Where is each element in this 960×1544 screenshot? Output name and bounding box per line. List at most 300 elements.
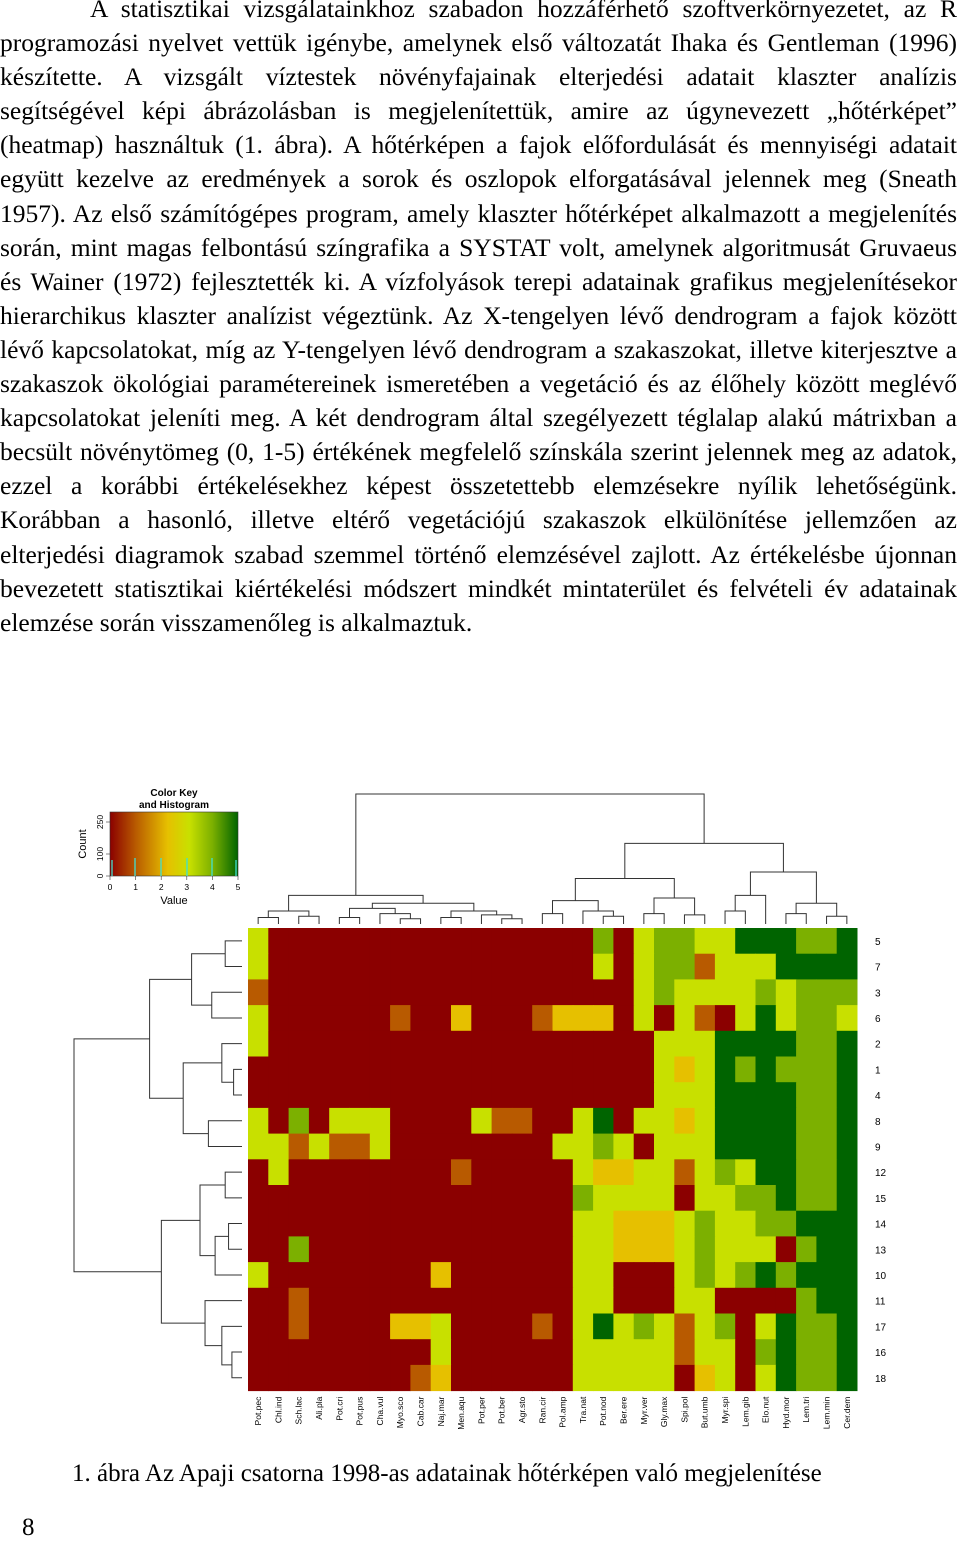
- heatmap-cell: [329, 1031, 350, 1057]
- heatmap-cell: [350, 1159, 371, 1185]
- heatmap-cell: [837, 1236, 858, 1262]
- dendrogram-branch: [74, 1039, 161, 1272]
- row-label: 17: [875, 1322, 887, 1334]
- heatmap-cell: [776, 1005, 797, 1031]
- heatmap-cell: [492, 1159, 513, 1185]
- heatmap-cell: [715, 1262, 736, 1288]
- heatmap-cell: [796, 1057, 817, 1083]
- heatmap-cell: [492, 1031, 513, 1057]
- heatmap-cell: [796, 1159, 817, 1185]
- heatmap-cell: [573, 1211, 594, 1237]
- heatmap-cell: [674, 928, 695, 954]
- heatmap-cell: [796, 1082, 817, 1108]
- heatmap-cell: [431, 979, 452, 1005]
- row-label: 4: [875, 1091, 881, 1103]
- heatmap-cell: [634, 1005, 655, 1031]
- row-label: 9: [875, 1142, 881, 1154]
- color-key-xlabel: Value: [160, 895, 188, 907]
- heatmap-cell: [634, 1185, 655, 1211]
- heatmap-cell: [248, 1031, 269, 1057]
- heatmap-cell: [613, 1057, 634, 1083]
- heatmap-cell: [370, 1236, 391, 1262]
- heatmap-cell: [695, 1159, 716, 1185]
- heatmap-cell: [816, 1211, 837, 1237]
- heatmap-cell: [289, 1211, 310, 1237]
- heatmap-cell: [634, 1082, 655, 1108]
- heatmap-cell: [674, 1262, 695, 1288]
- heatmap-cells: [248, 928, 858, 1391]
- heatmap-cell: [532, 1262, 553, 1288]
- heatmap-cell: [512, 1005, 533, 1031]
- heatmap-cell: [654, 1288, 675, 1314]
- heatmap-cell: [553, 1236, 574, 1262]
- heatmap-cell: [410, 1134, 431, 1160]
- heatmap-cell: [512, 979, 533, 1005]
- heatmap-cell: [289, 1185, 310, 1211]
- heatmap-cell: [350, 1031, 371, 1057]
- heatmap-cell: [309, 954, 330, 980]
- heatmap-cell: [309, 1185, 330, 1211]
- heatmap-cell: [532, 1134, 553, 1160]
- heatmap-cell: [735, 1365, 756, 1391]
- heatmap-cell: [756, 1057, 777, 1083]
- heatmap-cell: [553, 1057, 574, 1083]
- heatmap-cell: [593, 1005, 614, 1031]
- heatmap-cell: [350, 1262, 371, 1288]
- heatmap-cell: [816, 1031, 837, 1057]
- heatmap-cell: [593, 1082, 614, 1108]
- heatmap-cell: [816, 1108, 837, 1134]
- heatmap-cell: [573, 1314, 594, 1340]
- heatmap-cell: [492, 1314, 513, 1340]
- heatmap-cell: [431, 1185, 452, 1211]
- page-number: 8: [22, 1514, 35, 1541]
- color-key-gradient: [110, 812, 238, 876]
- heatmap-cell: [492, 1262, 513, 1288]
- heatmap-cell: [370, 1314, 391, 1340]
- heatmap-cell: [654, 1082, 675, 1108]
- heatmap-cell: [268, 1365, 289, 1391]
- heatmap-cell: [654, 928, 675, 954]
- heatmap-cell: [309, 1262, 330, 1288]
- heatmap-cell: [350, 979, 371, 1005]
- heatmap-cell: [268, 1159, 289, 1185]
- color-key-ytick-label: 0: [95, 873, 105, 879]
- heatmap-cell: [309, 1005, 330, 1031]
- column-label: Cha.vul: [374, 1396, 385, 1426]
- heatmap-cell: [553, 1211, 574, 1237]
- heatmap-cell: [370, 1082, 391, 1108]
- heatmap-cell: [309, 1365, 330, 1391]
- heatmap-cell: [451, 1236, 472, 1262]
- heatmap-cell: [410, 1339, 431, 1365]
- heatmap-cell: [634, 1365, 655, 1391]
- heatmap-cell: [309, 1031, 330, 1057]
- heatmap-cell: [451, 1159, 472, 1185]
- heatmap-cell: [471, 1005, 492, 1031]
- heatmap-cell: [492, 1365, 513, 1391]
- heatmap-cell: [613, 979, 634, 1005]
- heatmap-cell: [329, 1236, 350, 1262]
- heatmap-cell: [776, 954, 797, 980]
- dendrogram-branch: [205, 1301, 242, 1346]
- row-labels: [875, 937, 887, 1385]
- heatmap-cell: [289, 1365, 310, 1391]
- heatmap-cell: [735, 1057, 756, 1083]
- heatmap-cell: [573, 1339, 594, 1365]
- heatmap-cell: [573, 954, 594, 980]
- heatmap-cell: [634, 1159, 655, 1185]
- heatmap-cell: [593, 1314, 614, 1340]
- heatmap-cell: [451, 1339, 472, 1365]
- heatmap-cell: [289, 1262, 310, 1288]
- heatmap-cell: [634, 1314, 655, 1340]
- dendrogram-branch: [372, 903, 474, 911]
- heatmap-cell: [593, 1211, 614, 1237]
- heatmap-cell: [329, 1082, 350, 1108]
- heatmap-cell: [776, 1365, 797, 1391]
- heatmap-cell: [816, 1057, 837, 1083]
- heatmap-cell: [309, 928, 330, 954]
- dendrogram-branch: [441, 918, 461, 925]
- heatmap-cell: [816, 979, 837, 1005]
- heatmap-svg: [70, 784, 890, 1434]
- heatmap-cell: [451, 1288, 472, 1314]
- heatmap-cell: [451, 954, 472, 980]
- heatmap-cell: [451, 1314, 472, 1340]
- heatmap-cell: [634, 1288, 655, 1314]
- heatmap-cell: [796, 1005, 817, 1031]
- heatmap-cell: [289, 928, 310, 954]
- dendrogram-branch: [451, 911, 497, 918]
- heatmap-cell: [695, 1339, 716, 1365]
- heatmap-cell: [309, 1082, 330, 1108]
- color-key-xtick-label: 4: [210, 882, 215, 892]
- heatmap-cell: [390, 1185, 411, 1211]
- heatmap-cell: [695, 1031, 716, 1057]
- heatmap-cell: [654, 979, 675, 1005]
- heatmap-cell: [674, 1185, 695, 1211]
- heatmap-cell: [329, 1365, 350, 1391]
- column-labels: [253, 1396, 852, 1430]
- heatmap-cell: [573, 1057, 594, 1083]
- heatmap-cell: [553, 1288, 574, 1314]
- heatmap-cell: [410, 979, 431, 1005]
- heatmap-cell: [268, 1288, 289, 1314]
- heatmap-cell: [248, 1262, 269, 1288]
- heatmap-cell: [837, 1288, 858, 1314]
- heatmap-cell: [471, 1159, 492, 1185]
- heatmap-cell: [715, 1236, 736, 1262]
- dendrogram-branch: [786, 914, 806, 924]
- heatmap-cell: [756, 1314, 777, 1340]
- row-label: 15: [875, 1193, 887, 1205]
- heatmap-cell: [289, 1057, 310, 1083]
- heatmap-cell: [532, 1031, 553, 1057]
- body-paragraph: A statisztikai vizsgálatainkhoz szabadon hozzáférhető szoftverkörnyezetet, az R programozási nyelvet vettük igénybe, amelynek első változatát Ihaka és Gentleman (1996) készítette. A vizsgált víztestek növényfajainak elterjedési adatait klaszter analízis segítségével képi ábrázolásban is megjelenítettük, amire az úgynevezett „hőtérképet” (heatmap) használtuk (1. ábra). A hőtérképen a fajok előfordulását és mennyiségi adatait együtt kezelve az eredmények a sorok és oszlopok elforgatásával jelennek meg (Sneath 1957). Az első számítógépes program, amely klaszter hőtérképet alkalmazott a megjelenítés során, mint magas felbontású színgrafika a SYSTAT volt, amelynek algoritmusát Gruvaeus és Wainer (1972) fejlesztették ki. A vízfolyások terepi adatainak grafikus megjelenítésekor hierarchikus klaszter analízist végeztünk. Az X-tengelyen lévő dendrogram a fajok között lévő kapcsolatokat, míg az Y-tengelyen lévő dendrogram a szakaszokat, illetve kiterjesztve a szakaszok ökológiai paramétereinek ismeretében a vegetáció és az élőhely között meglévő kapcsolatokat jeleníti meg. A két dendrogram által szegélyezett téglalap alakú mátrixban a becsült növénytömeg (0, 1-5) értékének megfelelő színskála szerint jelennek meg az adatok, ezzel a korábbi értékelésekhez képest összetettebb elemzésekre nyílik lehetőségünk. Korábban a hasonló, illetve eltérő vegetációjú szakaszok elkülönítése jellemzően az elterjedési diagramok szabad szemmel történő elemzésével zajlott. Az értékelésbe újonnan bevezetett statisztikai kiértékelési módszert mindkét mintaterület és felvételi év adatainak elemzése során visszamenőleg is alkalmaztuk.: [0, 0, 957, 637]
- dendrogram-branch: [502, 919, 522, 924]
- heatmap-cell: [248, 1159, 269, 1185]
- row-label: 16: [875, 1348, 887, 1360]
- heatmap-cell: [492, 1108, 513, 1134]
- heatmap-cell: [796, 1211, 817, 1237]
- heatmap-cell: [289, 1005, 310, 1031]
- heatmap-cell: [451, 1262, 472, 1288]
- heatmap-cell: [593, 928, 614, 954]
- heatmap-cell: [451, 1211, 472, 1237]
- dendrogram-branch: [339, 918, 359, 925]
- heatmap-cell: [390, 1339, 411, 1365]
- heatmap-cell: [553, 954, 574, 980]
- heatmap-cell: [370, 1108, 391, 1134]
- heatmap-cell: [268, 1057, 289, 1083]
- heatmap-cell: [735, 1262, 756, 1288]
- heatmap-cell: [289, 954, 310, 980]
- heatmap-cell: [756, 1339, 777, 1365]
- heatmap-cell: [756, 1134, 777, 1160]
- row-label: 1: [875, 1065, 881, 1077]
- heatmap-cell: [796, 1031, 817, 1057]
- column-label: Gly.max: [659, 1396, 670, 1428]
- dendrogram-branch: [258, 918, 278, 925]
- heatmap-cell: [268, 928, 289, 954]
- heatmap-cell: [837, 1211, 858, 1237]
- heatmap-cell: [837, 979, 858, 1005]
- heatmap-cell: [695, 979, 716, 1005]
- dendrogram-branch: [575, 879, 674, 901]
- heatmap-cell: [512, 954, 533, 980]
- heatmap-cell: [532, 979, 553, 1005]
- heatmap-cell: [329, 1339, 350, 1365]
- column-dendrogram: [258, 794, 847, 924]
- heatmap-cell: [553, 1314, 574, 1340]
- row-label: 13: [875, 1245, 887, 1257]
- dendrogram-branch: [644, 914, 664, 924]
- heatmap-cell: [350, 1134, 371, 1160]
- heatmap-cell: [471, 1236, 492, 1262]
- heatmap-cell: [796, 1314, 817, 1340]
- heatmap-cell: [796, 1108, 817, 1134]
- heatmap-cell: [735, 1005, 756, 1031]
- heatmap-cell: [471, 1031, 492, 1057]
- color-key-xtick-label: 0: [107, 882, 113, 892]
- heatmap-cell: [776, 1031, 797, 1057]
- heatmap-cell: [410, 1288, 431, 1314]
- heatmap-cell: [654, 1134, 675, 1160]
- dendrogram-branch: [583, 911, 613, 924]
- heatmap-cell: [309, 1339, 330, 1365]
- heatmap-cell: [674, 1108, 695, 1134]
- heatmap-cell: [289, 1236, 310, 1262]
- color-key-ylabel: Count: [77, 829, 89, 859]
- heatmap-cell: [492, 954, 513, 980]
- heatmap-cell: [634, 1031, 655, 1057]
- heatmap-cell: [410, 1031, 431, 1057]
- heatmap-cell: [492, 1288, 513, 1314]
- heatmap-cell: [410, 1108, 431, 1134]
- heatmap-cell: [735, 1159, 756, 1185]
- heatmap-cell: [816, 1262, 837, 1288]
- heatmap-cell: [695, 1211, 716, 1237]
- heatmap-cell: [613, 1288, 634, 1314]
- heatmap-cell: [837, 1082, 858, 1108]
- heatmap-cell: [512, 1288, 533, 1314]
- heatmap-cell: [674, 1031, 695, 1057]
- heatmap-cell: [715, 1314, 736, 1340]
- heatmap-cell: [248, 1236, 269, 1262]
- heatmap-cell: [715, 1185, 736, 1211]
- heatmap-cell: [350, 1365, 371, 1391]
- heatmap-cell: [532, 1288, 553, 1314]
- heatmap-cell: [654, 1236, 675, 1262]
- heatmap-cell: [431, 954, 452, 980]
- heatmap-cell: [309, 1108, 330, 1134]
- column-label: Myo.sco: [395, 1396, 406, 1429]
- heatmap-cell: [350, 1057, 371, 1083]
- heatmap-cell: [553, 1365, 574, 1391]
- heatmap-cell: [715, 1339, 736, 1365]
- heatmap-cell: [532, 1314, 553, 1340]
- heatmap-cell: [451, 1031, 472, 1057]
- heatmap-cell: [735, 1134, 756, 1160]
- heatmap-cell: [654, 1159, 675, 1185]
- heatmap-cell: [410, 954, 431, 980]
- heatmap-cell: [613, 1211, 634, 1237]
- heatmap-cell: [512, 1339, 533, 1365]
- heatmap-cell: [532, 1185, 553, 1211]
- heatmap-cell: [715, 1211, 736, 1237]
- dendrogram-branch: [481, 915, 511, 924]
- heatmap-cell: [634, 979, 655, 1005]
- heatmap-cell: [816, 1288, 837, 1314]
- heatmap-cell: [796, 1134, 817, 1160]
- heatmap-cell: [471, 1134, 492, 1160]
- heatmap-cell: [837, 1031, 858, 1057]
- heatmap-cell: [289, 1159, 310, 1185]
- heatmap-cell: [492, 1185, 513, 1211]
- heatmap-cell: [695, 1262, 716, 1288]
- heatmap-cell: [796, 1236, 817, 1262]
- heatmap-cell: [756, 1211, 777, 1237]
- heatmap-cell: [695, 1288, 716, 1314]
- row-label: 5: [875, 936, 881, 948]
- column-label: Lem.min: [821, 1396, 832, 1430]
- heatmap-cell: [695, 1005, 716, 1031]
- heatmap-cell: [512, 1057, 533, 1083]
- heatmap-cell: [735, 1108, 756, 1134]
- heatmap-cell: [532, 1339, 553, 1365]
- heatmap-cell: [471, 1339, 492, 1365]
- heatmap-cell: [654, 1211, 675, 1237]
- heatmap-cell: [573, 1134, 594, 1160]
- heatmap-cell: [593, 1185, 614, 1211]
- heatmap-cell: [309, 1314, 330, 1340]
- row-label: 3: [875, 988, 881, 1000]
- row-label: 2: [875, 1039, 881, 1051]
- heatmap-cell: [613, 1031, 634, 1057]
- heatmap-cell: [816, 1082, 837, 1108]
- heatmap-cell: [492, 1134, 513, 1160]
- heatmap-cell: [492, 1211, 513, 1237]
- dendrogram-branch: [684, 915, 704, 924]
- heatmap-cell: [471, 1211, 492, 1237]
- column-label: Pot.pus: [354, 1396, 365, 1426]
- heatmap-cell: [248, 954, 269, 980]
- heatmap-cell: [268, 1134, 289, 1160]
- heatmap-cell: [756, 979, 777, 1005]
- column-label: Elo.nut: [760, 1396, 771, 1424]
- heatmap-cell: [816, 1339, 837, 1365]
- heatmap-cell: [816, 1005, 837, 1031]
- heatmap-cell: [837, 1262, 858, 1288]
- dendrogram-branch: [222, 1044, 242, 1083]
- heatmap-cell: [390, 979, 411, 1005]
- column-label: Cer.dem: [841, 1396, 852, 1429]
- dendrogram-branch: [208, 1121, 242, 1147]
- heatmap-cell: [492, 979, 513, 1005]
- heatmap-cell: [634, 954, 655, 980]
- heatmap-cell: [492, 1082, 513, 1108]
- heatmap-cell: [613, 1134, 634, 1160]
- heatmap-cell: [715, 928, 736, 954]
- heatmap-cell: [248, 1134, 269, 1160]
- heatmap-cell: [837, 1159, 858, 1185]
- heatmap-cell: [695, 1108, 716, 1134]
- heatmap-cell: [634, 1211, 655, 1237]
- heatmap-cell: [837, 954, 858, 980]
- heatmap-cell: [370, 928, 391, 954]
- color-key: [77, 788, 241, 907]
- heatmap-cell: [715, 1365, 736, 1391]
- heatmap-cell: [350, 1339, 371, 1365]
- heatmap-cell: [350, 1314, 371, 1340]
- heatmap-cell: [410, 1314, 431, 1340]
- heatmap-cell: [796, 1185, 817, 1211]
- heatmap-cell: [674, 1134, 695, 1160]
- heatmap-cell: [674, 1365, 695, 1391]
- heatmap-cell: [370, 1262, 391, 1288]
- heatmap-cell: [735, 1288, 756, 1314]
- heatmap-cell: [613, 1082, 634, 1108]
- color-key-xtick-label: 1: [133, 882, 138, 892]
- heatmap-cell: [654, 1031, 675, 1057]
- heatmap-cell: [796, 1339, 817, 1365]
- heatmap-cell: [390, 1057, 411, 1083]
- heatmap-cell: [390, 1031, 411, 1057]
- heatmap-cell: [593, 1339, 614, 1365]
- heatmap-cell: [350, 1211, 371, 1237]
- heatmap-cell: [532, 1057, 553, 1083]
- heatmap-cell: [309, 1057, 330, 1083]
- heatmap-cell: [695, 1057, 716, 1083]
- heatmap-cell: [816, 1365, 837, 1391]
- heatmap-cell: [695, 1185, 716, 1211]
- heatmap-cell: [816, 954, 837, 980]
- heatmap-cell: [431, 1159, 452, 1185]
- heatmap-cell: [613, 1005, 634, 1031]
- heatmap-cell: [654, 1262, 675, 1288]
- dendrogram-branch: [234, 1069, 242, 1095]
- heatmap-cell: [593, 979, 614, 1005]
- row-label: 7: [875, 962, 881, 974]
- heatmap-cell: [674, 979, 695, 1005]
- heatmap-cell: [390, 1159, 411, 1185]
- heatmap-cell: [350, 928, 371, 954]
- heatmap-cell: [532, 954, 553, 980]
- dendrogram-branch: [161, 1220, 205, 1323]
- heatmap-cell: [735, 1211, 756, 1237]
- heatmap-cell: [593, 1134, 614, 1160]
